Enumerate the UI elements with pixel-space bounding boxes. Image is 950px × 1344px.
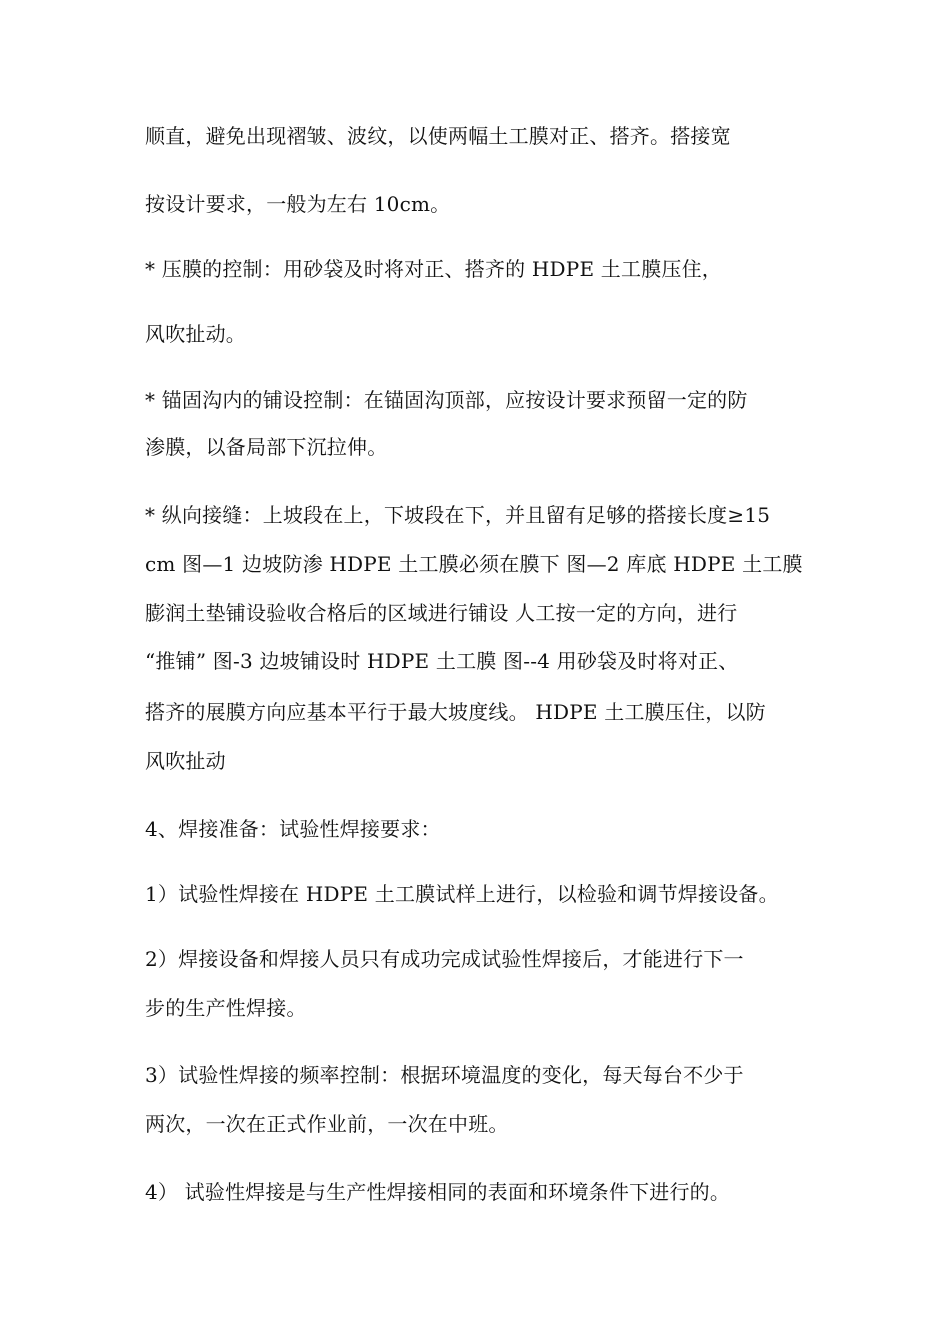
text-line: * 纵向接缝：上坡段在上，下坡段在下，并且留有足够的搭接长度≥15 [145,503,771,527]
text-line: * 压膜的控制：用砂袋及时将对正、搭齐的 HDPE 土工膜压住， [145,257,723,281]
text-line: 1）试验性焊接在 HDPE 土工膜试样上进行，以检验和调节焊接设备。 [145,882,779,906]
text-line: 2）焊接设备和焊接人员只有成功完成试验性焊接后，才能进行下一 [145,947,744,971]
text-line: * 锚固沟内的铺设控制：在锚固沟顶部，应按设计要求预留一定的防 [145,388,748,412]
text-line: 风吹扯动 [145,749,226,773]
text-line: 顺直，避免出现褶皱、波纹，以使两幅土工膜对正、搭齐。搭接宽 [145,124,731,148]
text-line: 3）试验性焊接的频率控制：根据环境温度的变化，每天每台不少于 [145,1063,744,1087]
text-line: 风吹扯动。 [145,322,246,346]
text-line: 4、焊接准备：试验性焊接要求： [145,817,441,841]
text-line: 膨润土垫铺设验收合格后的区域进行铺设 人工按一定的方向，进行 [145,601,738,625]
text-line: 步的生产性焊接。 [145,996,307,1020]
text-line: 渗膜，以备局部下沉拉伸。 [145,435,388,459]
text-line: cm 图—1 边坡防渗 HDPE 土工膜必须在膜下 图—2 库底 HDPE 土工膜 [145,552,803,576]
text-line: 按设计要求，一般为左右 10cm。 [145,192,451,216]
text-line: 搭齐的展膜方向应基本平行于最大坡度线。 HDPE 土工膜压住，以防 [145,700,766,724]
text-line: 两次，一次在正式作业前，一次在中班。 [145,1112,509,1136]
text-line: 4） 试验性焊接是与生产性焊接相同的表面和环境条件下进行的。 [145,1180,731,1204]
text-line: “推铺” 图-3 边坡铺设时 HDPE 土工膜 图--4 用砂袋及时将对正、 [145,649,739,673]
